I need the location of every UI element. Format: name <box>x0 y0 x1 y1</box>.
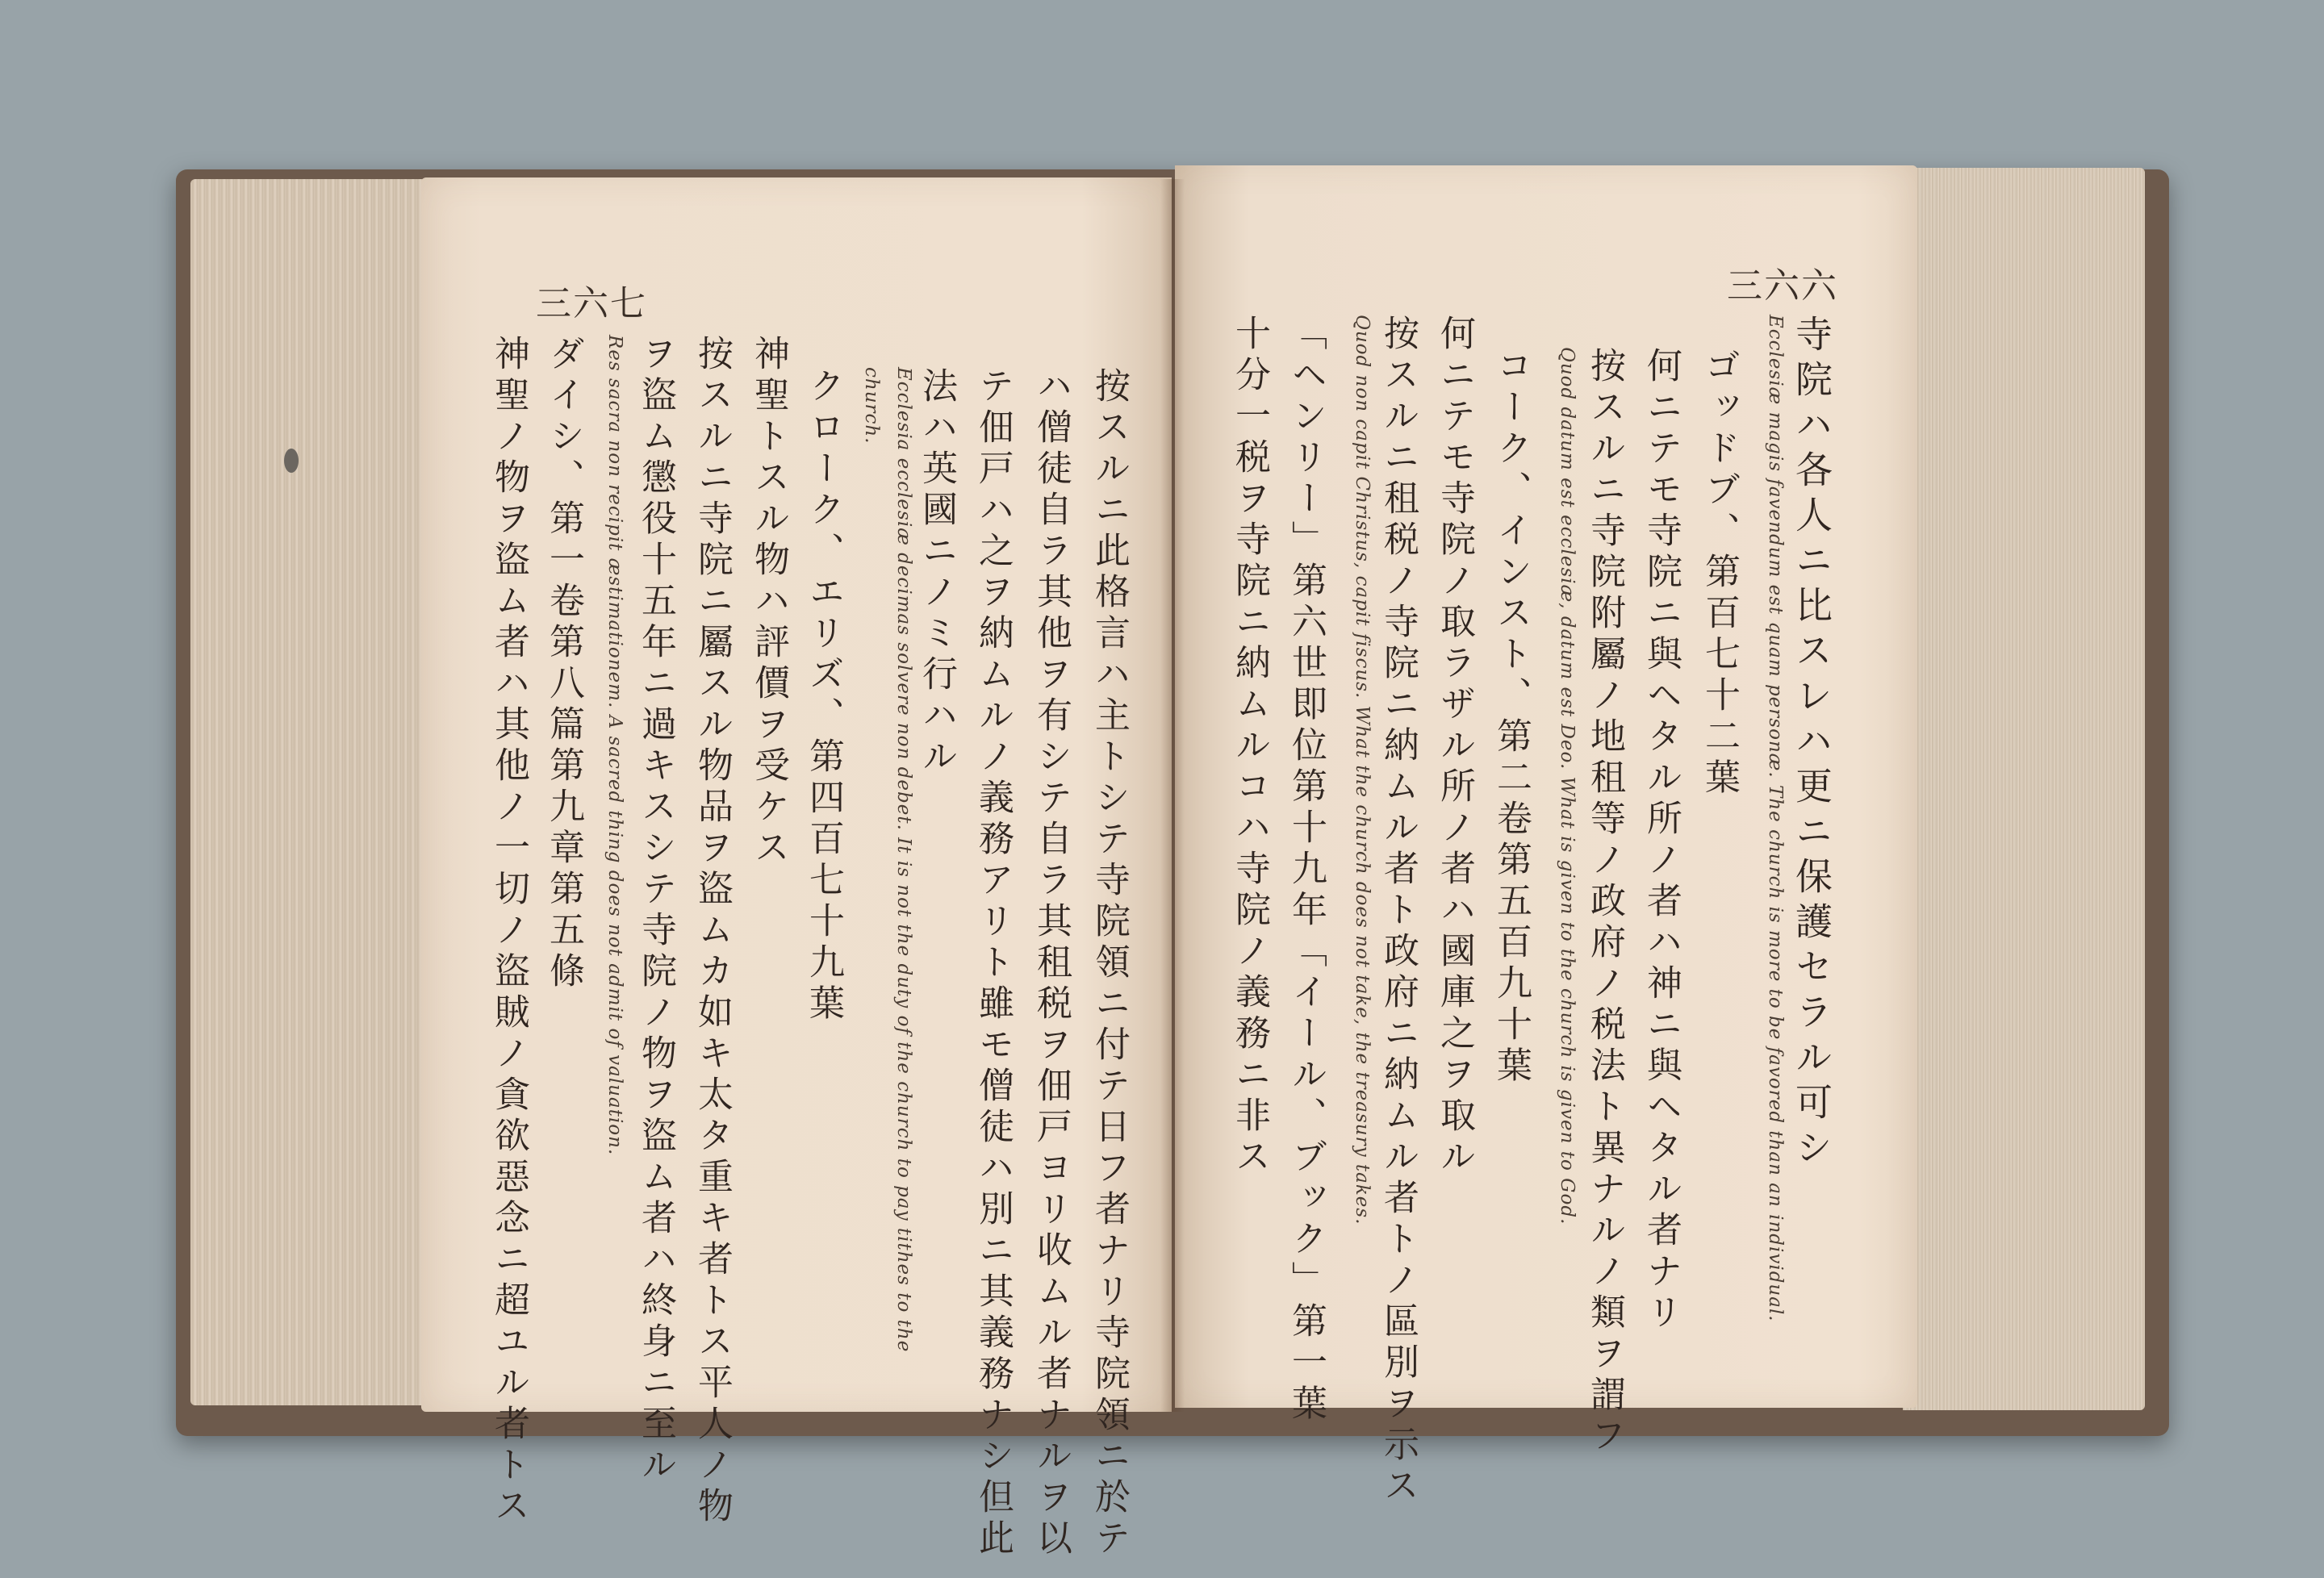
right-page-column: 按スルニ寺院附屬ノ地租等ノ政府ノ税法ト異ナルノ類ヲ謂フ <box>1584 347 1625 1458</box>
left-page-number: 三六七 <box>536 283 647 324</box>
left-page-column: Res sacra non recipit æstimationem. A sacred thing does not admit of valuation. <box>604 335 625 1156</box>
left-page-column: ヲ盜ム懲役十五年ニ過キスシテ寺院ノ物ヲ盜ム者ハ終身ニ至ル <box>635 335 676 1487</box>
right-page-column: 寺院ハ各人ニ比スレハ更ニ保護セラル可シ <box>1790 315 1833 1173</box>
right-page-column: 按スルニ租税ノ寺院ニ納ムル者ト政府ニ納ムル者トノ區別ヲ示ス <box>1377 315 1419 1508</box>
left-page-column: Ecclesia ecclesiæ decimas solvere non debet. It is not the duty of the church to pay tithes to the <box>893 367 914 1353</box>
left-page-column: 按スルニ此格言ハ主トシテ寺院領ニ付テ日フ者ナリ寺院領ニ於テ <box>1089 367 1130 1560</box>
right-page-edges <box>1903 168 2145 1410</box>
right-page-number: 三六六 <box>1727 265 1838 307</box>
left-page-column: 按スルニ寺院ニ屬スル物品ヲ盜ムカ如キ太タ重キ者トス平人ノ物 <box>692 335 733 1528</box>
left-page-column: church. <box>861 367 882 445</box>
left-page-column: 神聖ノ物ヲ盜ム者ハ其他ノ一切ノ盜賊ノ貪欲惡念ニ超ユル者トス <box>488 335 529 1528</box>
right-page-column: 十分一税ヲ寺院ニ納ムルコハ寺院ノ義務ニ非ス <box>1229 315 1270 1179</box>
left-page-edges <box>190 179 433 1405</box>
right-page-column: 何ニテモ寺院ニ與ヘタル所ノ者ハ神ニ與ヘタル者ナリ <box>1641 347 1682 1334</box>
left-page-column: 法ハ英國ニノミ行ハル <box>916 367 957 779</box>
left-page-column: クローク、エリズ、第四百七十九葉 <box>803 367 844 1025</box>
left-page-column: テ佃戸ハ之ヲ納ムルノ義務アリト雖モ僧徒ハ別ニ其義務ナシ但此 <box>972 367 1014 1560</box>
right-page-column: Ecclesiæ magis favendum est quam personæ. The church is more to be favored than an individual. <box>1765 315 1786 1322</box>
right-page-column: コーク、インスト、第二卷第五百九十葉 <box>1490 347 1532 1087</box>
book-gutter <box>1160 179 1185 1412</box>
page-spot <box>284 449 299 473</box>
left-page-column: 神聖トスル物ハ評價ヲ受ケス <box>748 335 789 870</box>
right-page-column: Quod datum est ecclesiæ, datum est Deo. What is given to the church is given to God. <box>1557 347 1578 1225</box>
right-page-column: Quod non capit Christus, capit fiscus. What the church does not take, the treasury takes. <box>1352 315 1373 1225</box>
right-page-column: ゴッドブ、第百七十二葉 <box>1699 347 1740 799</box>
right-page-column: 何ニテモ寺院ノ取ラザル所ノ者ハ國庫之ヲ取ル <box>1434 315 1475 1179</box>
left-page-column: ダイシ、第一卷第八篇第九章第五條 <box>543 335 584 993</box>
left-page-column: ハ僧徒自ラ其他ヲ有シテ自ラ其租税ヲ佃戸ヨリ收ムル者ナルヲ以 <box>1030 367 1072 1560</box>
right-page-column: 「ヘンリー」第六世即位第十九年「イール、ブック」第一葉 <box>1285 315 1327 1426</box>
